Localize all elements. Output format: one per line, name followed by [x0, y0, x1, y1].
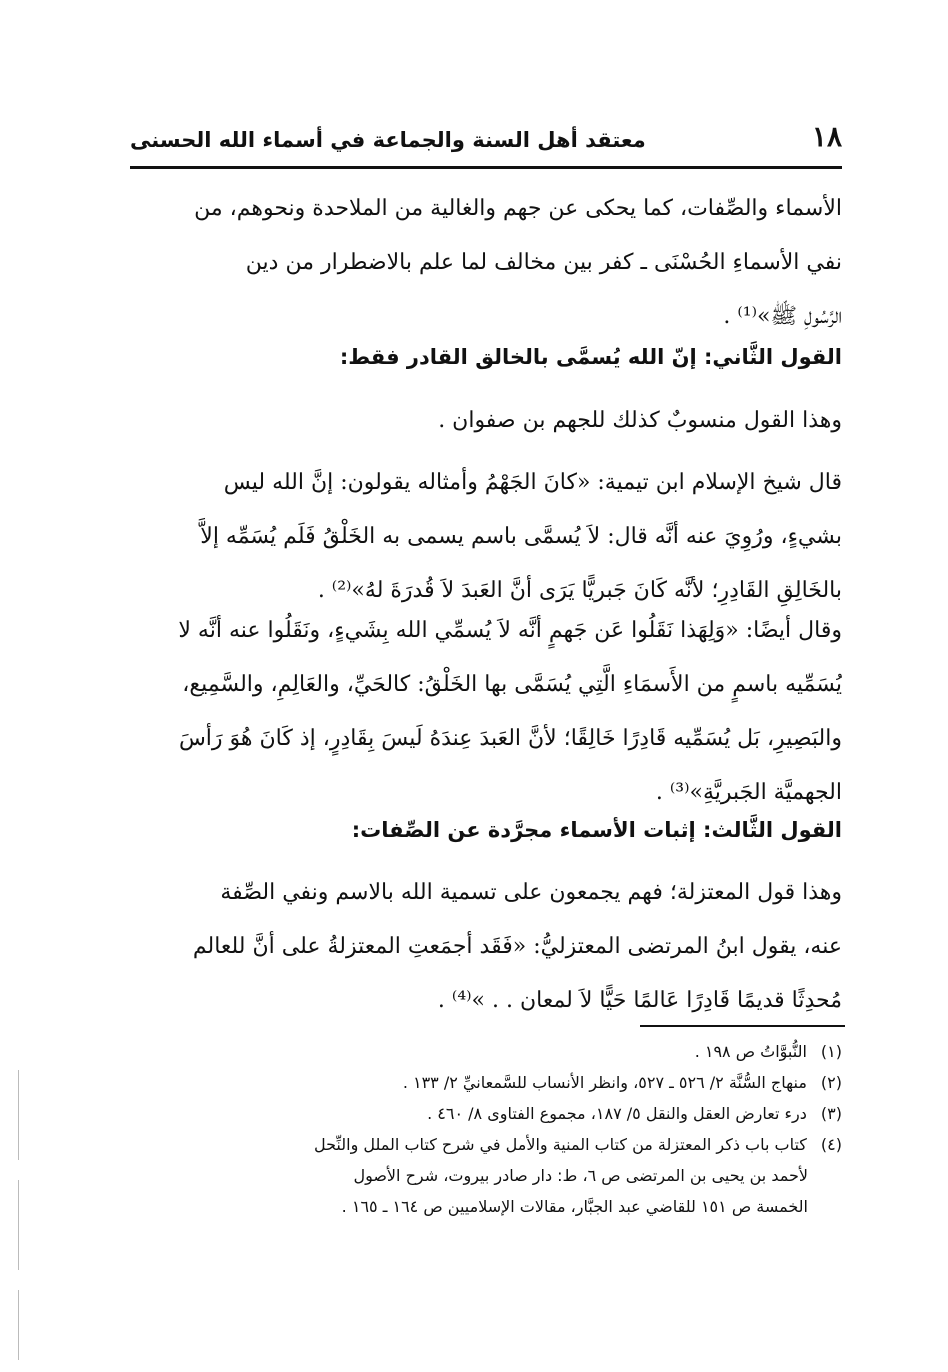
paragraph-mutazila: [130, 866, 842, 1028]
footnote-continuation: الخمسة ص ١٥١ للقاضي عبد الجبَّار، مقالات الإسلاميين ص ١٦٤ ـ ١٦٥ .: [341, 1197, 808, 1216]
footnote-item: [130, 1129, 842, 1160]
scan-margin-mark: [18, 1290, 19, 1360]
text-line: بالخَالِقِ القَادِرِ؛ لأنَّه كَانَ جَبريًّا يَرَى أنَّ العَبدَ لاَ قُدرَةَ لهُ»⁽²⁾ .: [317, 578, 842, 603]
section-heading-third-view: القول الثَّالث: إثبات الأسماء مجرَّدة عن الصِّفات:: [351, 818, 842, 842]
footnote-item: [130, 1067, 842, 1098]
running-title: معتقد أهل السنة والجماعة في أسماء الله الحسنى: [130, 128, 646, 152]
footnote-text: منهاج السُّنَّة ٢/ ٥٢٦ ـ ٥٢٧، وانظر الأنساب للسَّمعانيِّ ٢/ ١٣٣ .: [402, 1073, 807, 1092]
text-line: والبَصِيرِ، بَل يُسَمِّيه قَادِرًا خَالِقًا؛ لأنَّ العَبدَ عِندَهُ لَيسَ بِقَادِرٍ، إذ كَانَ هُوَ رَأسَ: [178, 726, 842, 751]
text-line: الأسماء والصِّفات، كما يحكى عن جهم والغالية من الملاحدة ونحوهم، من: [194, 196, 842, 221]
footnote-text: النُّبوَّاتُ ص ١٩٨ .: [694, 1042, 807, 1061]
paragraph-second-quote: [130, 604, 842, 820]
footnote-number: (١): [820, 1042, 842, 1061]
paragraph-attribution: [130, 394, 842, 448]
text-line: وهذا القول منسوبٌ كذلك للجهم بن صفوان .: [438, 408, 842, 433]
text-line: يُسَمِّيه باسمٍ من الأَسمَاءِ الَّتِي يُسَمَّى بها الخَلْقُ: كالحَيِّ، والعَالِمِ، والسَّمِيع،: [182, 672, 842, 697]
section-heading-second-view: القول الثَّاني: إنّ الله يُسمَّى بالخالق القادر فقط:: [339, 345, 842, 369]
page-number: ١٨: [811, 120, 842, 153]
footnote-continuation: لأحمد بن يحيى بن المرتضى ص ٦، ط: دار صادر بيروت، شرح الأصول: [353, 1166, 808, 1185]
text-line: مُحدِثًا قديمًا قَادِرًا عَالمًا حَيًّا لاَ لمعان . . »⁽⁴⁾ .: [437, 988, 842, 1013]
scan-margin-mark: [18, 1070, 19, 1160]
text-line: وقال أيضًا: «وَلِهَذا نَقَلُوا عَن جَهمٍ أنَّه لاَ يُسمِّي الله بِشَيءٍ، ونَقَلُوا عنه أنَّه لا: [178, 618, 842, 643]
footnote-rule: [640, 1025, 845, 1027]
text-line: نفي الأسماءِ الحُسْنَى ـ كفر بين مخالف لما علم بالاضطرار من دين: [245, 250, 842, 275]
footnote-number: (٤): [820, 1135, 842, 1154]
footnote-number: (٢): [820, 1073, 842, 1092]
footnotes: [130, 1036, 842, 1222]
footnote-text: كتاب باب ذكر المعتزلة من كتاب المنية والأمل في شرح كتاب الملل والنِّحل: [313, 1135, 807, 1154]
text-line: وهذا قول المعتزلة؛ فهم يجمعون على تسمية الله بالاسم ونفي الصِّفة: [220, 880, 842, 905]
text-line: قال شيخ الإسلام ابن تيمية: «كانَ الجَهْمُ وأمثاله يقولون: إنَّ الله ليس: [223, 470, 842, 495]
text-line: بشيءٍ، ورُوِيَ عنه أنَّه قال: لاَ يُسمَّى باسم يسمى به الخَلْقُ فَلَم يُسَمِّه إلاَّ: [200, 524, 842, 549]
page-header: [130, 118, 842, 158]
header-rule: [130, 166, 842, 169]
paragraph-continuation: [130, 182, 842, 344]
text-line: الجهميَّة الجَبريَّةِ»⁽³⁾ .: [655, 780, 842, 805]
footnote-text: درء تعارض العقل والنقل ٥/ ١٨٧، مجموع الفتاوى ٨/ ٤٦٠ .: [427, 1104, 807, 1123]
footnote-number: (٣): [820, 1104, 842, 1123]
footnote-item: [130, 1098, 842, 1129]
scan-margin-mark: [18, 1180, 19, 1270]
paragraph-ibn-taymiyya-quote: [130, 456, 842, 618]
text-line: عنه، يقول ابنُ المرتضى المعتزليُّ: «فَقَد أجمَعتِ المعتزلةُ على أنَّ للعالم: [192, 934, 842, 959]
footnote-item: [130, 1036, 842, 1067]
text-line: الرَّسُولِ ﷺ»⁽¹⁾ .: [723, 304, 842, 329]
